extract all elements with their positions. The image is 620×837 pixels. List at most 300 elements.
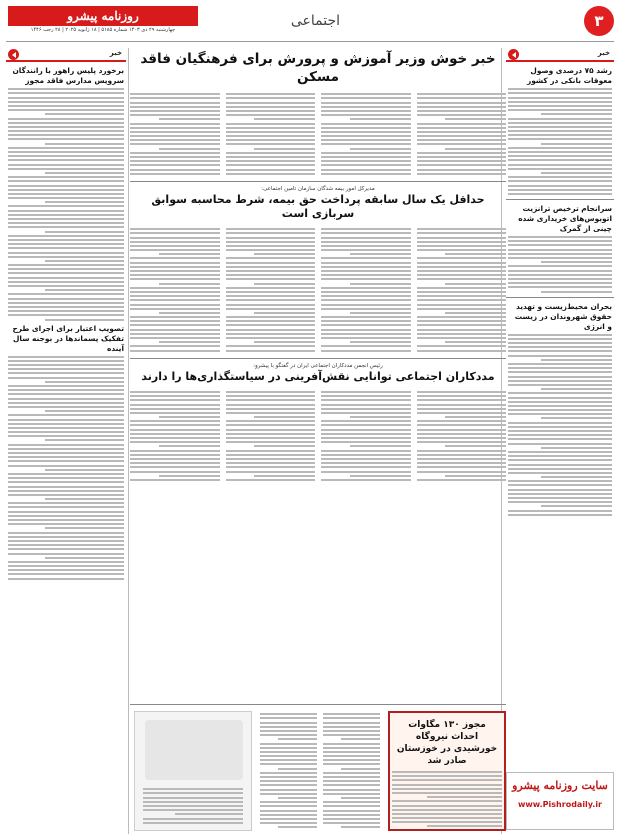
text-line bbox=[8, 252, 124, 254]
newspaper-logo: روزنامه پیشرو bbox=[8, 6, 198, 26]
text-line bbox=[130, 299, 220, 301]
text-line bbox=[417, 257, 507, 259]
text-line bbox=[130, 156, 220, 158]
text-line bbox=[417, 237, 507, 239]
text-line bbox=[45, 527, 124, 529]
text-line bbox=[8, 406, 124, 408]
text-line bbox=[260, 730, 317, 732]
text-line bbox=[508, 134, 612, 136]
article-body bbox=[508, 88, 612, 195]
text-line bbox=[8, 134, 124, 136]
text-line bbox=[392, 813, 502, 815]
text-line bbox=[8, 272, 124, 274]
text-line bbox=[321, 143, 411, 145]
text-line bbox=[130, 228, 220, 230]
text-line bbox=[8, 419, 124, 421]
text-line bbox=[321, 308, 411, 310]
text-line bbox=[321, 237, 411, 239]
text-line bbox=[321, 350, 411, 352]
text-line bbox=[417, 299, 507, 301]
text-line bbox=[226, 308, 316, 310]
text-line bbox=[323, 784, 380, 786]
text-line bbox=[321, 135, 411, 137]
text-line bbox=[321, 102, 411, 104]
text-line bbox=[8, 435, 124, 437]
text-line bbox=[8, 506, 124, 508]
story-kicker: مدیرکل امور بیمه شدگان سازمان تامین اجتماعی: bbox=[261, 185, 375, 192]
header-divider bbox=[6, 41, 614, 42]
text-line bbox=[226, 412, 316, 414]
text-line bbox=[321, 433, 411, 435]
text-line bbox=[508, 180, 612, 182]
text-line bbox=[508, 118, 612, 120]
news-label-bar bbox=[506, 48, 614, 62]
text-line bbox=[321, 228, 411, 230]
text-line bbox=[130, 127, 220, 129]
text-line bbox=[159, 416, 220, 418]
text-line bbox=[45, 557, 124, 559]
text-line bbox=[130, 479, 220, 481]
text-column bbox=[417, 389, 507, 483]
text-line bbox=[130, 316, 220, 318]
text-column bbox=[226, 226, 316, 354]
text-line bbox=[321, 270, 411, 272]
text-line bbox=[226, 232, 316, 234]
text-line bbox=[508, 265, 612, 267]
text-line bbox=[321, 437, 411, 439]
text-line bbox=[417, 249, 507, 251]
text-line bbox=[130, 143, 220, 145]
text-line bbox=[417, 274, 507, 276]
text-line bbox=[226, 106, 316, 108]
text-line bbox=[417, 114, 507, 116]
text-line bbox=[8, 159, 124, 161]
story-body bbox=[260, 711, 380, 830]
text-line bbox=[159, 445, 220, 447]
text-line bbox=[260, 772, 317, 774]
text-line bbox=[8, 193, 124, 195]
text-line bbox=[8, 511, 124, 513]
text-line bbox=[260, 818, 317, 820]
text-line bbox=[8, 536, 124, 538]
text-line bbox=[321, 458, 411, 460]
text-line bbox=[143, 805, 243, 807]
text-line bbox=[321, 404, 411, 406]
text-line bbox=[8, 130, 124, 132]
lead-headline: خبر خوش وزیر آموزش و پرورش برای فرهنگیان فاقد مسکن bbox=[140, 51, 496, 85]
text-line bbox=[159, 118, 220, 120]
text-line bbox=[45, 113, 124, 115]
text-line bbox=[417, 462, 507, 464]
bottom-section bbox=[130, 704, 506, 834]
text-line bbox=[260, 793, 317, 795]
text-line bbox=[8, 561, 124, 563]
text-line bbox=[8, 402, 124, 404]
text-line bbox=[8, 298, 124, 300]
text-line bbox=[508, 189, 612, 191]
text-line bbox=[8, 147, 124, 149]
text-line bbox=[130, 462, 220, 464]
text-line bbox=[417, 266, 507, 268]
text-line bbox=[130, 278, 220, 280]
text-line bbox=[260, 810, 317, 812]
text-line bbox=[226, 237, 316, 239]
text-line bbox=[226, 471, 316, 473]
text-line bbox=[226, 110, 316, 112]
text-line bbox=[508, 92, 612, 94]
text-line bbox=[508, 334, 612, 336]
text-line bbox=[8, 281, 124, 283]
text-line bbox=[445, 445, 506, 447]
text-line bbox=[321, 324, 411, 326]
text-line bbox=[392, 821, 502, 823]
separator bbox=[506, 199, 614, 200]
text-line bbox=[350, 253, 411, 255]
text-line bbox=[226, 102, 316, 104]
text-line bbox=[8, 372, 124, 374]
text-line bbox=[321, 424, 411, 426]
text-line bbox=[392, 788, 502, 790]
text-line bbox=[130, 160, 220, 162]
text-line bbox=[323, 763, 380, 765]
text-line bbox=[8, 214, 124, 216]
text-line bbox=[445, 283, 506, 285]
text-line bbox=[8, 356, 124, 358]
text-line bbox=[130, 287, 220, 289]
text-line bbox=[392, 817, 502, 819]
text-line bbox=[417, 450, 507, 452]
text-line bbox=[226, 160, 316, 162]
text-line bbox=[130, 395, 220, 397]
text-line bbox=[321, 479, 411, 481]
website-url[interactable]: www.Pishrodaily.ir bbox=[517, 800, 603, 809]
text-line bbox=[445, 416, 506, 418]
text-line bbox=[8, 189, 124, 191]
text-line bbox=[226, 278, 316, 280]
text-line bbox=[8, 277, 124, 279]
text-line bbox=[130, 169, 220, 171]
text-line bbox=[254, 416, 315, 418]
text-line bbox=[392, 771, 502, 773]
text-line bbox=[130, 139, 220, 141]
text-line bbox=[45, 260, 124, 262]
text-line bbox=[417, 102, 507, 104]
text-line bbox=[508, 355, 612, 357]
text-line bbox=[8, 452, 124, 454]
text-line bbox=[8, 532, 124, 534]
text-line bbox=[8, 247, 124, 249]
text-line bbox=[508, 168, 612, 170]
text-line bbox=[130, 404, 220, 406]
text-line bbox=[350, 148, 411, 150]
text-line bbox=[226, 316, 316, 318]
text-line bbox=[8, 540, 124, 542]
text-line bbox=[226, 139, 316, 141]
article-body bbox=[508, 334, 612, 516]
text-line bbox=[417, 97, 507, 99]
page-number: ۳ bbox=[584, 6, 614, 36]
text-line bbox=[226, 450, 316, 452]
text-line bbox=[130, 420, 220, 422]
text-line bbox=[417, 106, 507, 108]
text-line bbox=[254, 253, 315, 255]
text-line bbox=[130, 458, 220, 460]
text-line bbox=[278, 797, 317, 799]
text-line bbox=[8, 268, 124, 270]
news-headline: تصویب اعتبار برای اجرای طرح تفکیک پسماندها در بوجنه سال آینده bbox=[12, 323, 124, 353]
text-line bbox=[427, 796, 502, 798]
text-line bbox=[508, 392, 612, 394]
text-line bbox=[130, 350, 220, 352]
text-line bbox=[417, 278, 507, 280]
text-line bbox=[8, 431, 124, 433]
text-line bbox=[8, 256, 124, 258]
text-line bbox=[508, 338, 612, 340]
text-line bbox=[8, 109, 124, 111]
text-line bbox=[417, 471, 507, 473]
text-line bbox=[143, 818, 243, 820]
main-column bbox=[130, 48, 506, 834]
text-line bbox=[8, 226, 124, 228]
text-line bbox=[226, 93, 316, 95]
text-line bbox=[508, 244, 612, 246]
text-line bbox=[130, 433, 220, 435]
text-line bbox=[508, 384, 612, 386]
text-line bbox=[417, 345, 507, 347]
text-line bbox=[508, 430, 612, 432]
text-line bbox=[321, 291, 411, 293]
text-line bbox=[45, 143, 124, 145]
text-line bbox=[417, 424, 507, 426]
text-line bbox=[541, 417, 612, 419]
text-line bbox=[130, 245, 220, 247]
text-line bbox=[321, 299, 411, 301]
text-line bbox=[541, 172, 612, 174]
separator bbox=[130, 181, 506, 182]
text-line bbox=[130, 102, 220, 104]
text-line bbox=[226, 270, 316, 272]
text-line bbox=[508, 409, 612, 411]
text-line bbox=[226, 127, 316, 129]
text-line bbox=[417, 408, 507, 410]
text-line bbox=[417, 262, 507, 264]
text-line bbox=[130, 97, 220, 99]
text-line bbox=[417, 156, 507, 158]
text-line bbox=[260, 805, 317, 807]
text-line bbox=[226, 304, 316, 306]
text-line bbox=[321, 262, 411, 264]
text-line bbox=[130, 291, 220, 293]
text-line bbox=[8, 573, 124, 575]
text-line bbox=[392, 800, 502, 802]
text-line bbox=[226, 429, 316, 431]
text-line bbox=[130, 249, 220, 251]
text-line bbox=[8, 164, 124, 166]
text-line bbox=[159, 253, 220, 255]
text-line bbox=[541, 447, 612, 449]
text-line bbox=[226, 391, 316, 393]
text-line bbox=[321, 241, 411, 243]
text-line bbox=[508, 455, 612, 457]
left-news-column bbox=[6, 48, 126, 834]
text-line bbox=[417, 135, 507, 137]
text-line bbox=[323, 801, 380, 803]
text-line bbox=[508, 413, 612, 415]
text-line bbox=[8, 197, 124, 199]
text-line bbox=[323, 730, 380, 732]
story-headline: مجوز ۱۳۰ مگاوات احداث نیروگاه خورشیدی در خوزستان صادر شد bbox=[396, 720, 498, 766]
text-line bbox=[541, 113, 612, 115]
text-line bbox=[260, 780, 317, 782]
text-line bbox=[541, 143, 612, 145]
text-line bbox=[143, 797, 243, 799]
text-line bbox=[8, 364, 124, 366]
text-line bbox=[508, 88, 612, 90]
text-line bbox=[321, 139, 411, 141]
text-line bbox=[8, 285, 124, 287]
text-line bbox=[8, 88, 124, 90]
text-line bbox=[321, 450, 411, 452]
text-line bbox=[508, 138, 612, 140]
text-line bbox=[508, 380, 612, 382]
story-body bbox=[130, 389, 506, 483]
text-line bbox=[8, 544, 124, 546]
text-line bbox=[321, 333, 411, 335]
arrow-icon bbox=[8, 49, 19, 60]
text-line bbox=[226, 169, 316, 171]
news-headline: سرانجام ترخیص ترانزیت اتوبوس‌های خریداری شده چینی از گمرک bbox=[518, 203, 612, 233]
text-line bbox=[8, 293, 124, 295]
text-line bbox=[159, 312, 220, 314]
text-line bbox=[508, 464, 612, 466]
text-line bbox=[508, 497, 612, 499]
text-line bbox=[8, 427, 124, 429]
text-line bbox=[508, 147, 612, 149]
text-line bbox=[508, 493, 612, 495]
column-divider bbox=[128, 48, 129, 834]
text-line bbox=[392, 784, 502, 786]
text-line bbox=[321, 287, 411, 289]
text-line bbox=[323, 751, 380, 753]
text-line bbox=[226, 433, 316, 435]
text-line bbox=[417, 337, 507, 339]
text-line bbox=[260, 717, 317, 719]
text-line bbox=[8, 239, 124, 241]
text-line bbox=[143, 801, 243, 803]
article-body bbox=[8, 88, 124, 320]
solar-news-box bbox=[388, 711, 506, 831]
website-promo[interactable] bbox=[506, 772, 614, 830]
text-line bbox=[8, 578, 124, 580]
text-line bbox=[226, 173, 316, 175]
text-line bbox=[226, 241, 316, 243]
text-line bbox=[130, 337, 220, 339]
text-line bbox=[321, 160, 411, 162]
text-line bbox=[8, 465, 124, 467]
text-line bbox=[8, 118, 124, 120]
text-line bbox=[321, 93, 411, 95]
text-line bbox=[417, 127, 507, 129]
text-column bbox=[321, 91, 411, 177]
text-line bbox=[8, 389, 124, 391]
text-line bbox=[321, 97, 411, 99]
text-line bbox=[143, 788, 243, 790]
text-line bbox=[130, 441, 220, 443]
text-line bbox=[130, 308, 220, 310]
text-line bbox=[508, 101, 612, 103]
text-line bbox=[130, 333, 220, 335]
text-line bbox=[260, 734, 317, 736]
text-line bbox=[417, 333, 507, 335]
news-headline: برخورد پلیس راهور با رانندگان سرویس مدارس فاقد مجوز bbox=[12, 66, 124, 85]
text-line bbox=[260, 759, 317, 761]
text-line bbox=[508, 459, 612, 461]
text-line bbox=[321, 412, 411, 414]
text-line bbox=[321, 278, 411, 280]
text-line bbox=[508, 282, 612, 284]
text-line bbox=[321, 320, 411, 322]
text-line bbox=[417, 391, 507, 393]
text-line bbox=[508, 193, 612, 195]
text-line bbox=[508, 405, 612, 407]
text-line bbox=[8, 486, 124, 488]
text-line bbox=[226, 466, 316, 468]
text-line bbox=[508, 434, 612, 436]
text-line bbox=[323, 759, 380, 761]
text-line bbox=[8, 97, 124, 99]
text-line bbox=[130, 131, 220, 133]
text-line bbox=[130, 274, 220, 276]
text-line bbox=[323, 818, 380, 820]
text-line bbox=[8, 302, 124, 304]
text-column bbox=[226, 91, 316, 177]
text-line bbox=[508, 376, 612, 378]
separator bbox=[506, 297, 614, 298]
text-line bbox=[8, 138, 124, 140]
text-line bbox=[8, 306, 124, 308]
text-line bbox=[321, 441, 411, 443]
text-line bbox=[417, 320, 507, 322]
text-line bbox=[130, 237, 220, 239]
text-line bbox=[8, 368, 124, 370]
text-line bbox=[8, 523, 124, 525]
text-line bbox=[341, 797, 380, 799]
text-line bbox=[541, 291, 612, 293]
text-line bbox=[254, 283, 315, 285]
text-line bbox=[8, 548, 124, 550]
text-column bbox=[323, 711, 380, 830]
arrow-icon bbox=[508, 49, 519, 60]
text-line bbox=[226, 462, 316, 464]
text-line bbox=[8, 243, 124, 245]
text-line bbox=[417, 270, 507, 272]
text-line bbox=[321, 295, 411, 297]
text-line bbox=[321, 454, 411, 456]
text-line bbox=[321, 169, 411, 171]
text-line bbox=[260, 713, 317, 715]
text-line bbox=[445, 118, 506, 120]
text-line bbox=[392, 775, 502, 777]
text-line bbox=[508, 363, 612, 365]
text-line bbox=[323, 822, 380, 824]
text-line bbox=[321, 123, 411, 125]
text-line bbox=[417, 429, 507, 431]
text-line bbox=[130, 114, 220, 116]
text-line bbox=[8, 218, 124, 220]
text-line bbox=[417, 433, 507, 435]
text-line bbox=[321, 152, 411, 154]
text-line bbox=[321, 114, 411, 116]
